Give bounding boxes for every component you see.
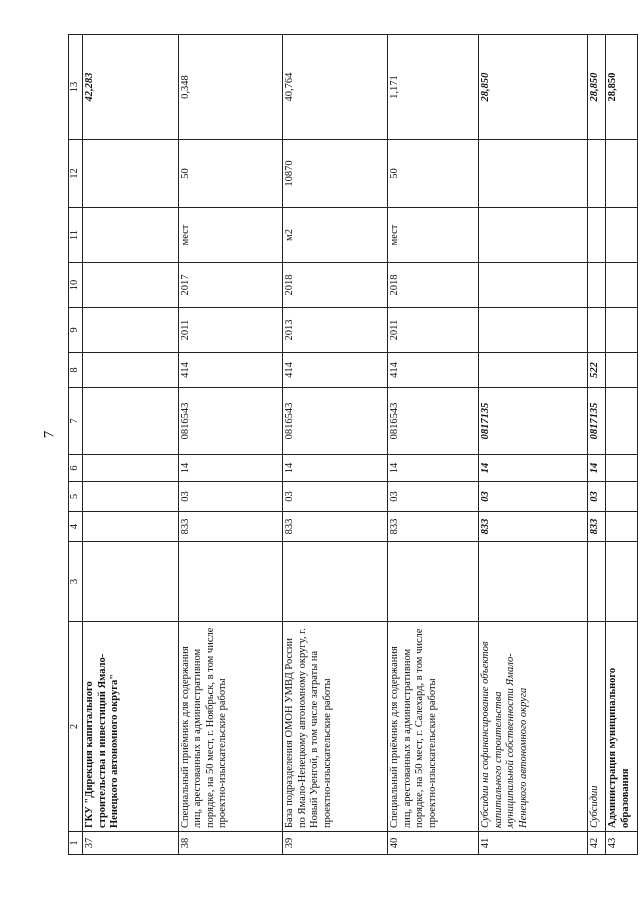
cell-13: 28,850	[479, 35, 588, 140]
cell-9	[606, 308, 638, 353]
cell-9: 2011	[388, 308, 479, 353]
cell-8	[606, 353, 638, 388]
cell-6: 14	[388, 455, 479, 482]
cell-6: 14	[588, 455, 606, 482]
col-header-8: 8	[69, 353, 83, 388]
col-header-11: 11	[69, 208, 83, 263]
cell-10: 2017	[178, 263, 283, 308]
cell-10: 2018	[388, 263, 479, 308]
cell-6	[83, 455, 179, 482]
cell-7	[606, 388, 638, 455]
row-name: Специальный приёмник для содержания лиц, арестованных в административном порядке, на 50 мест, г. Салехард, в том числе проектно-изыскательские работы	[388, 622, 479, 832]
col-header-10: 10	[69, 263, 83, 308]
cell-10	[588, 263, 606, 308]
row-name: Субсидии	[588, 622, 606, 832]
cell-9: 2013	[283, 308, 388, 353]
cell-9	[588, 308, 606, 353]
cell-11: мест	[388, 208, 479, 263]
col-header-12: 12	[69, 140, 83, 208]
cell-10: 2018	[283, 263, 388, 308]
cell-10	[606, 263, 638, 308]
table-row	[588, 35, 606, 855]
cell-4	[83, 512, 179, 542]
table-row	[479, 35, 588, 855]
cell-8: 414	[388, 353, 479, 388]
col-header-7: 7	[69, 388, 83, 455]
cell-5	[83, 482, 179, 512]
row-number: 40	[388, 832, 479, 855]
row-number: 39	[283, 832, 388, 855]
cell-6	[606, 455, 638, 482]
cell-8	[479, 353, 588, 388]
cell-7: 0817135	[588, 388, 606, 455]
cell-13: 42,283	[83, 35, 179, 140]
cell-8: 414	[283, 353, 388, 388]
cell-4: 833	[588, 512, 606, 542]
row-name: Субсидии на софинансирование объектов капитального строительства муниципальной собственности Ямало-Ненецкого автономного округа	[479, 622, 588, 832]
row-name: База подразделения ОМОН УМВД России по Ямало-Ненецкому автономному округу, г. Новый Уренгой, в том числе затраты на проектно-изыскательские работы	[283, 622, 388, 832]
cell-8: 522	[588, 353, 606, 388]
cell-7: 0817135	[479, 388, 588, 455]
table-row	[178, 35, 283, 855]
row-number: 37	[83, 832, 179, 855]
table-row	[388, 35, 479, 855]
cell-5: 03	[479, 482, 588, 512]
cell-4: 833	[388, 512, 479, 542]
cell-4: 833	[178, 512, 283, 542]
cell-3	[283, 542, 388, 622]
cell-11: мест	[178, 208, 283, 263]
cell-13: 1,171	[388, 35, 479, 140]
row-name: Администрация муниципального образования	[606, 622, 638, 832]
cell-3	[606, 542, 638, 622]
row-number: 42	[588, 832, 606, 855]
cell-3	[178, 542, 283, 622]
cell-8	[83, 353, 179, 388]
cell-13: 28,850	[588, 35, 606, 140]
cell-7: 0816543	[178, 388, 283, 455]
cell-12	[606, 140, 638, 208]
cell-5: 03	[178, 482, 283, 512]
col-header-3: 3	[69, 542, 83, 622]
col-header-5: 5	[69, 482, 83, 512]
cell-7: 0816543	[388, 388, 479, 455]
cell-4: 833	[479, 512, 588, 542]
cell-11	[606, 208, 638, 263]
cell-9: 2011	[178, 308, 283, 353]
cell-12: 50	[388, 140, 479, 208]
cell-5: 03	[588, 482, 606, 512]
cell-6: 14	[283, 455, 388, 482]
cell-5: 03	[283, 482, 388, 512]
row-name: ГКУ "Дирекция капитального строительства и инвестиций Ямало-Ненецкого автономного округа"	[83, 622, 179, 832]
cell-5	[606, 482, 638, 512]
cell-9	[83, 308, 179, 353]
cell-4: 833	[283, 512, 388, 542]
cell-12: 10870	[283, 140, 388, 208]
col-header-6: 6	[69, 455, 83, 482]
rotated-table-wrapper	[68, 35, 638, 855]
cell-4	[606, 512, 638, 542]
cell-12: 50	[178, 140, 283, 208]
cell-5: 03	[388, 482, 479, 512]
cell-3	[388, 542, 479, 622]
cell-3	[83, 542, 179, 622]
row-name: Специальный приёмник для содержания лиц, арестованных в административном порядке, на 50 мест, г. Ноябрьск, в том числе проектно-изыскательские работы	[178, 622, 283, 832]
budget-table	[68, 34, 638, 855]
column-number-row	[69, 35, 83, 855]
row-number: 43	[606, 832, 638, 855]
table-row	[283, 35, 388, 855]
col-header-9: 9	[69, 308, 83, 353]
col-header-13: 13	[69, 35, 83, 140]
col-header-4: 4	[69, 512, 83, 542]
page-number: 7	[41, 430, 58, 439]
col-header-1: 1	[69, 832, 83, 855]
cell-13: 0,348	[178, 35, 283, 140]
cell-11	[479, 208, 588, 263]
cell-3	[588, 542, 606, 622]
cell-3	[479, 542, 588, 622]
cell-10	[479, 263, 588, 308]
cell-6: 14	[178, 455, 283, 482]
cell-10	[83, 263, 179, 308]
cell-11	[588, 208, 606, 263]
row-number: 41	[479, 832, 588, 855]
cell-7	[83, 388, 179, 455]
cell-12	[588, 140, 606, 208]
col-header-2: 2	[69, 622, 83, 832]
cell-11	[83, 208, 179, 263]
cell-12	[479, 140, 588, 208]
cell-8: 414	[178, 353, 283, 388]
cell-9	[479, 308, 588, 353]
cell-7: 0816543	[283, 388, 388, 455]
cell-13: 40,764	[283, 35, 388, 140]
cell-11: м2	[283, 208, 388, 263]
row-number: 38	[178, 832, 283, 855]
cell-12	[83, 140, 179, 208]
cell-13: 28,850	[606, 35, 638, 140]
cell-6: 14	[479, 455, 588, 482]
table-row	[83, 35, 179, 855]
table-row	[606, 35, 638, 855]
